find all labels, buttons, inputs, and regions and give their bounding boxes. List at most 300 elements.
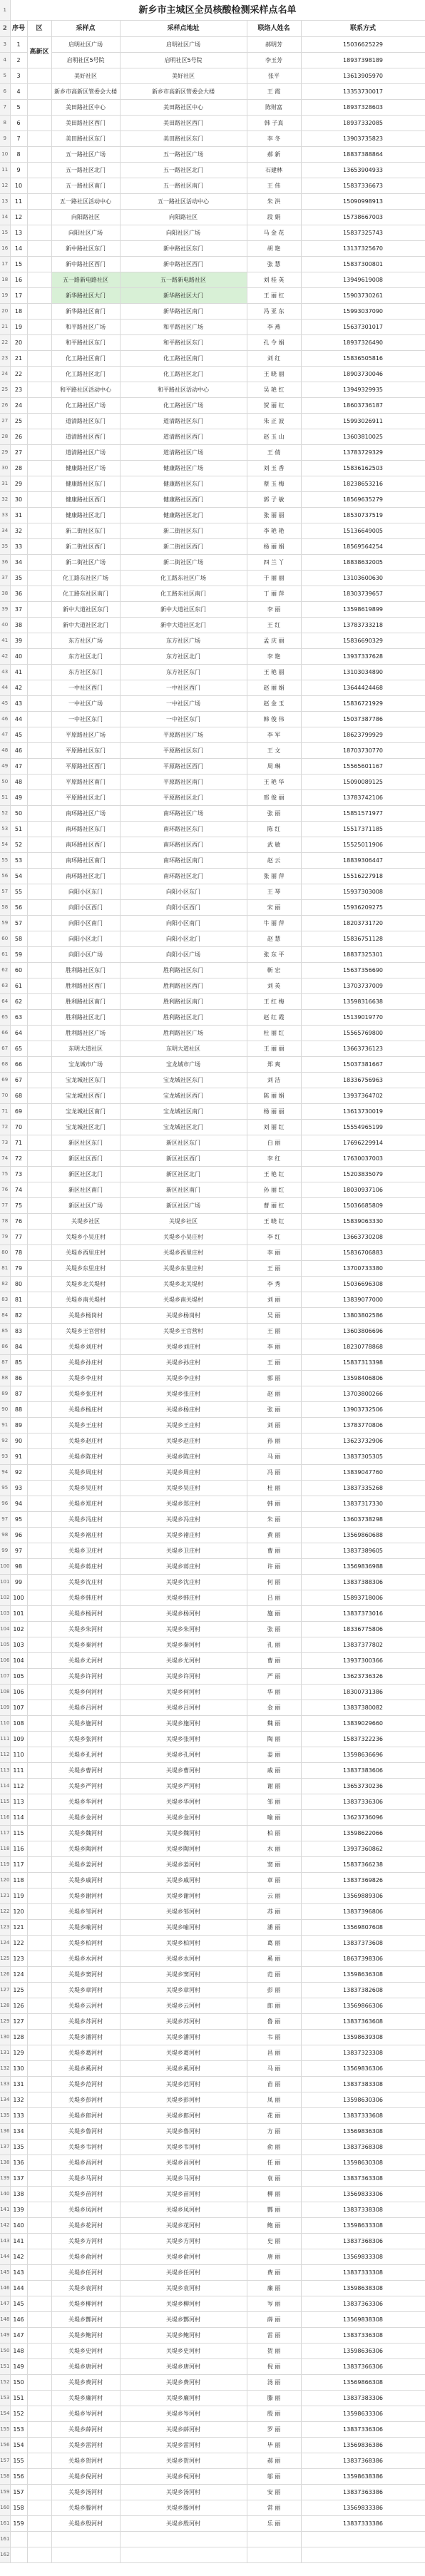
cell-phone: 13937364702 [301,1088,425,1104]
cell-site: 五一路社区北门 [51,163,120,178]
table-row [0,1088,425,1104]
cell-index: 132 [10,2092,27,2108]
cell-address: 新二街社区广场 [120,555,247,571]
table-row [0,1590,425,1606]
cell-site: 关堤乡马河村 [51,2171,120,2187]
cell-contact: 白 丽 [247,1135,301,1151]
cell-contact: 倪 丽 [247,2359,301,2375]
table-row [0,931,425,947]
row-number: 143 [0,2234,10,2249]
cell-index: 18 [10,304,27,320]
row-number: 69 [0,1073,10,1088]
cell-district [27,2234,51,2249]
table-row [0,1245,425,1261]
cell-site: 新华路社区大门 [51,288,120,304]
cell-address: 新二街社区西门 [120,539,247,555]
cell-contact: 张 慧 [247,257,301,272]
cell-phone: 15565601167 [301,759,425,775]
cell-index: 114 [10,1810,27,1826]
cell-site: 关堤乡吴庄村 [51,1481,120,1496]
cell-index: 17 [10,288,27,304]
cell-index: 41 [10,665,27,680]
cell-address: 健康路社区西门 [120,492,247,508]
cell-site: 南环路社区东门 [51,822,120,837]
cell-contact: 王 晓 红 [247,1214,301,1230]
cell-district [27,1669,51,1685]
row-number: 31 [0,476,10,492]
cell-contact: 滕 丽 [247,2391,301,2406]
cell-site: 新中大道社区北门 [51,618,120,633]
cell-address: 关堤乡赵庄村 [120,1433,247,1449]
header-row [0,21,425,37]
cell-site: 关堤乡苗河村 [51,2187,120,2202]
row-number: 1 [0,0,10,21]
cell-district [27,775,51,790]
table-row [0,1120,425,1135]
table-row [0,2328,425,2344]
cell-phone: 18530737519 [301,508,425,523]
cell-index: 137 [10,2171,27,2187]
cell-site: 平原路社区西门 [51,759,120,775]
cell-district [27,492,51,508]
cell-index: 24 [10,398,27,414]
row-number: 137 [0,2140,10,2155]
cell-contact: 张 丽 丽 [247,508,301,523]
row-number: 79 [0,1230,10,1245]
cell-address: 关堤乡廉河村 [120,2391,247,2406]
cell-district [27,429,51,445]
table-row [0,1386,425,1402]
cell-district [27,304,51,320]
cell-phone: 15516227918 [301,869,425,884]
cell-index: 44 [10,712,27,727]
cell-phone: 15837366238 [301,1857,425,1873]
cell-index: 12 [10,210,27,225]
cell-address: 美好社区 [120,68,247,84]
cell-address: 关堤乡小吴庄村 [120,1230,247,1245]
row-number: 53 [0,822,10,837]
cell-address: 关堤乡倪河村 [120,2469,247,2485]
table-row [0,1418,425,1433]
cell-district [27,759,51,775]
table-row [0,539,425,555]
cell-index: 38 [10,618,27,633]
row-number: 47 [0,727,10,743]
row-number: 131 [0,2045,10,2061]
cell-address: 关堤乡窦河村 [120,1967,247,1983]
cell-contact: 宋 丽 [247,900,301,916]
cell-site: 化工路东社区广场 [51,571,120,586]
row-number: 32 [0,492,10,508]
cell-district [27,382,51,398]
row-number: 104 [0,1622,10,1637]
cell-address: 关堤乡孔河村 [120,1747,247,1763]
row-number: 116 [0,1810,10,1826]
table-row [0,1622,425,1637]
cell-district [27,1716,51,1732]
cell-district [27,100,51,116]
cell-index: 142 [10,2249,27,2265]
cell-address: 关堤乡蒋庄村 [120,1559,247,1575]
row-number: 3 [0,37,10,53]
cell-site: 关堤乡何河村 [51,1685,120,1700]
row-number: 159 [0,2485,10,2500]
row-number: 51 [0,790,10,806]
row-number: 95 [0,1481,10,1496]
cell-site: 道清路社区东门 [51,414,120,429]
row-number: 146 [0,2281,10,2296]
cell-district [27,1528,51,1543]
cell-contact: 冯 亚 东 [247,304,301,320]
row-number: 21 [0,320,10,335]
cell-phone: 13569833386 [301,2500,425,2516]
cell-contact: 石建林 [247,163,301,178]
table-row [0,178,425,194]
row-number: 55 [0,853,10,869]
cell-phone: 13837333386 [301,2516,425,2532]
cell-phone: 13837383306 [301,2391,425,2406]
cell-site: 胜利路社区广场 [51,1026,120,1041]
cell-site: 一中社区西门 [51,680,120,696]
cell-district [27,351,51,367]
row-number: 23 [0,351,10,367]
cell-phone: 15893718006 [301,1590,425,1606]
cell-district [27,1261,51,1277]
cell-phone: 15637356690 [301,963,425,978]
row-number: 120 [0,1873,10,1888]
cell-index: 105 [10,1669,27,1685]
cell-address: 向阳小区南门 [120,916,247,931]
cell-address: 一中社区东门 [120,712,247,727]
cell-phone: 13937300366 [301,1653,425,1669]
row-number: 136 [0,2124,10,2140]
cell-phone: 13569836386 [301,2438,425,2453]
cell-phone: 18637398306 [301,1951,425,1967]
cell-index: 87 [10,1386,27,1402]
row-number: 34 [0,523,10,539]
cell-phone: 13103600630 [301,571,425,586]
cell-contact: 金 丽 [247,1700,301,1716]
cell-district [27,869,51,884]
cell-address: 平原路社区北门 [120,790,247,806]
row-number: 46 [0,712,10,727]
table-row [0,1543,425,1559]
cell-contact: 王 霞 [247,84,301,100]
cell-phone: 18203731720 [301,916,425,931]
cell-address: 关堤乡陈庄村 [120,1449,247,1465]
cell-address: 新区社区东门 [120,1135,247,1151]
table-row [0,1167,425,1182]
table-row [0,492,425,508]
table-row [0,1402,425,1418]
cell-address: 关堤乡张庄村 [120,1386,247,1402]
empty-cell [10,2547,27,2563]
cell-index: 158 [10,2500,27,2516]
cell-district [27,2187,51,2202]
row-number: 78 [0,1214,10,1230]
cell-phone: 15936209275 [301,900,425,916]
row-number: 8 [0,116,10,131]
table-row [0,147,425,163]
cell-index: 64 [10,1026,27,1041]
cell-index: 115 [10,1826,27,1841]
cell-address: 关堤乡柳河村 [120,2296,247,2312]
cell-index: 116 [10,1841,27,1857]
cell-phone: 15637301017 [301,320,425,335]
cell-index: 46 [10,743,27,759]
table-row [0,806,425,822]
cell-phone: 13598316638 [301,994,425,1010]
cell-address: 关堤乡彭河村 [120,2092,247,2108]
cell-site: 关堤乡李庄村 [51,1371,120,1386]
cell-address: 化工路社区北门 [120,367,247,382]
row-number: 37 [0,571,10,586]
row-number: 41 [0,633,10,649]
cell-site: 东明大道社区 [51,1041,120,1057]
row-number: 144 [0,2249,10,2265]
table-row [0,2092,425,2108]
cell-contact: 昌 丽 [247,2045,301,2061]
cell-contact: 凤 丽 [247,2092,301,2108]
cell-phone: 13700733380 [301,1261,425,1277]
cell-site: 关堤乡尤河村 [51,1653,120,1669]
cell-contact: 魏 丽 [247,1716,301,1732]
cell-index: 80 [10,1277,27,1292]
row-number: 57 [0,884,10,900]
cell-phone: 15903730261 [301,288,425,304]
cell-district [27,335,51,351]
cell-index: 157 [10,2485,27,2500]
cell-contact: 于 丽 丽 [247,571,301,586]
cell-site: 启明社区广场 [51,37,120,53]
cell-site: 关堤乡花河村 [51,2218,120,2234]
table-row [0,1151,425,1167]
table-row [0,1135,425,1151]
cell-district [27,1904,51,1920]
cell-address: 化工路东社区南门 [120,586,247,602]
table-row [0,712,425,727]
table-row [0,84,425,100]
cell-index: 97 [10,1543,27,1559]
cell-phone: 13663736123 [301,1041,425,1057]
table-row [0,2312,425,2328]
cell-district [27,1559,51,1575]
cell-address: 关堤乡费河村 [120,2375,247,2391]
cell-phone: 13569836988 [301,1559,425,1575]
cell-site: 关堤乡杨庄村 [51,1402,120,1418]
cell-phone: 15993037090 [301,304,425,320]
cell-index: 62 [10,994,27,1010]
cell-address: 胜利路社区广场 [120,1026,247,1041]
cell-address: 和平路社区广场 [120,320,247,335]
cell-district [27,320,51,335]
cell-address: 美田路社区中心 [120,100,247,116]
cell-contact: 刘 丽 红 [247,1120,301,1135]
cell-index: 144 [10,2281,27,2296]
cell-index: 83 [10,1324,27,1339]
cell-site: 新中路社区东门 [51,241,120,257]
cell-address: 道清路社区广场 [120,445,247,461]
cell-address: 和平路社区活动中心 [120,382,247,398]
row-number: 2 [0,21,10,37]
cell-contact: 王 琴 [247,884,301,900]
cell-phone: 15836706883 [301,1245,425,1261]
cell-district [27,665,51,680]
cell-address: 关堤乡滕河村 [120,2500,247,2516]
table-row [0,1041,425,1057]
cell-address: 关堤乡方河村 [120,2234,247,2249]
cell-contact: 李 艳 [247,649,301,665]
cell-site: 新中路社区西门 [51,257,120,272]
cell-district [27,680,51,696]
table-row [0,1292,425,1308]
cell-district [27,2218,51,2234]
row-number: 18 [0,272,10,288]
cell-contact: 谢 丽 [247,1779,301,1794]
cell-phone: 15836162503 [301,461,425,476]
cell-index: 55 [10,884,27,900]
cell-contact: 张 丽 [247,1622,301,1637]
cell-contact: 章 丽 [247,1873,301,1888]
cell-index: 63 [10,1010,27,1026]
cell-district [27,1277,51,1292]
cell-district [27,696,51,712]
row-number: 67 [0,1041,10,1057]
table-row [0,398,425,414]
cell-contact: 牛 丽 萍 [247,916,301,931]
cell-district [27,790,51,806]
table-row [0,2265,425,2281]
cell-site: 关堤乡殷河村 [51,2516,120,2532]
table-row [0,618,425,633]
cell-index: 131 [10,2077,27,2092]
cell-contact: 邬 丽 [247,2469,301,2485]
cell-district [27,978,51,994]
cell-site: 关堤乡戚河村 [51,1873,120,1888]
table-row [0,1998,425,2014]
table-row [0,37,425,53]
cell-phone: 13663730208 [301,1230,425,1245]
cell-site: 关堤乡孔河村 [51,1747,120,1763]
cell-index: 78 [10,1245,27,1261]
cell-contact: 华 丽 [247,1685,301,1700]
cell-index: 123 [10,1951,27,1967]
cell-district [27,2359,51,2375]
table-row [0,351,425,367]
cell-index: 130 [10,2061,27,2077]
cell-district [27,2265,51,2281]
cell-phone: 13623732906 [301,1433,425,1449]
cell-address: 关堤乡酆河村 [120,2312,247,2328]
cell-phone: 13837382608 [301,1983,425,1998]
cell-index: 91 [10,1449,27,1465]
cell-contact: 贺 丽 红 [247,398,301,414]
cell-address: 五一路社区广场 [120,147,247,163]
cell-index: 70 [10,1120,27,1135]
cell-district [27,743,51,759]
cell-site: 和平路社区东门 [51,335,120,351]
cell-site: 新区社区东门 [51,1135,120,1151]
cell-address: 东方社区北门 [120,649,247,665]
table-row [0,288,425,304]
cell-index: 45 [10,727,27,743]
cell-index: 9 [10,163,27,178]
cell-contact: 毕 丽 [247,2438,301,2453]
cell-district [27,257,51,272]
cell-contact: 冯 丽 [247,1465,301,1481]
cell-phone: 13949619008 [301,272,425,288]
cell-index: 32 [10,523,27,539]
empty-row [0,2547,425,2563]
cell-district [27,555,51,571]
cell-contact: 俞 丽 [247,2140,301,2155]
cell-index: 125 [10,1983,27,1998]
cell-index: 101 [10,1606,27,1622]
cell-phone: 18230778868 [301,1339,425,1355]
cell-phone: 13837368306 [301,2234,425,2249]
cell-phone: 15203835079 [301,1167,425,1182]
cell-index: 119 [10,1888,27,1904]
cell-index: 42 [10,680,27,696]
cell-index: 112 [10,1779,27,1794]
table-row [0,1026,425,1041]
cell-contact: 蔡 玉 梅 [247,476,301,492]
cell-address: 关堤乡冯庄村 [120,1512,247,1528]
cell-contact: 孔 丽 [247,1637,301,1653]
cell-district [27,1685,51,1700]
cell-site: 关堤乡魏河村 [51,1826,120,1841]
cell-contact: 李 艳 艳 [247,523,301,539]
cell-contact: 刘 玉 香 [247,461,301,476]
cell-district [27,571,51,586]
cell-district [27,225,51,241]
cell-index: 155 [10,2453,27,2469]
row-number: 24 [0,367,10,382]
cell-phone: 13903735823 [301,131,425,147]
cell-contact: 王 丽 丽 [247,1041,301,1057]
table-row [0,586,425,602]
table-row [0,571,425,586]
cell-site: 新区社区西门 [51,1151,120,1167]
row-number: 6 [0,84,10,100]
table-row [0,414,425,429]
cell-contact: 吴 丽 [247,1308,301,1324]
cell-phone: 13598638308 [301,2281,425,2296]
cell-contact: 彭 丽 [247,1983,301,1998]
cell-phone: 13653730236 [301,1779,425,1794]
cell-index: 124 [10,1967,27,1983]
cell-index: 61 [10,978,27,994]
row-number: 92 [0,1433,10,1449]
cell-district [27,1339,51,1355]
cell-contact: 赵 慧 [247,931,301,947]
cell-index: 59 [10,947,27,963]
table-row [0,1104,425,1120]
cell-contact: 孙 丽 红 [247,1182,301,1198]
row-number: 12 [0,178,10,194]
cell-address: 宝龙城社区西门 [120,1088,247,1104]
cell-phone: 13598636308 [301,1967,425,1983]
cell-address: 向阳社区广场 [120,225,247,241]
table-row [0,916,425,931]
cell-index: 3 [10,68,27,84]
cell-index: 118 [10,1873,27,1888]
cell-contact: 酆 丽 [247,2202,301,2218]
cell-index: 60 [10,963,27,978]
cell-district [27,2485,51,2500]
cell-phone: 18839306447 [301,853,425,869]
cell-index: 106 [10,1685,27,1700]
